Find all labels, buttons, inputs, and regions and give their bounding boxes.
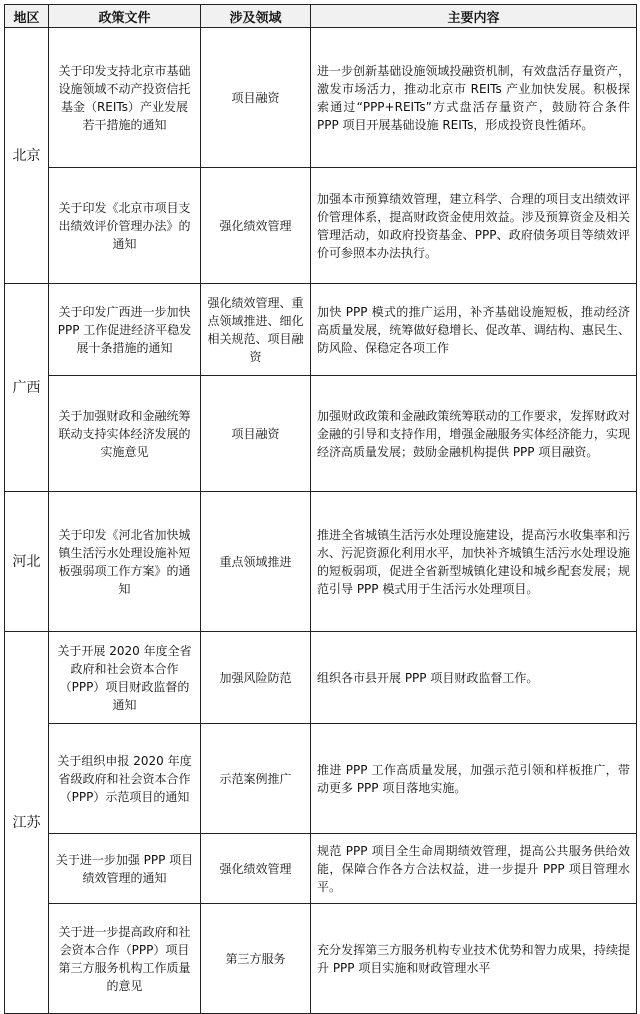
header-row xyxy=(5,5,637,28)
table-row xyxy=(5,376,637,492)
policy-table-container xyxy=(4,4,636,1014)
policy-doc-cell: 关于进一步提高政府和社会资本合作（PPP）项目第三方服务机构工作质量的意见 xyxy=(49,904,201,1014)
policy-doc-cell: 关于进一步加强 PPP 项目绩效管理的通知 xyxy=(49,834,201,904)
region-cell-jiangsu: 江苏 xyxy=(5,632,49,1014)
field-cell: 强化绩效管理 xyxy=(201,168,311,284)
region-cell-guangxi: 广西 xyxy=(5,284,49,492)
content-cell: 组织各市县开展 PPP 项目财政监督工作。 xyxy=(311,632,637,724)
field-cell: 强化绩效管理 xyxy=(201,834,311,904)
policy-doc-cell: 关于加强财政和金融统筹联动支持实体经济发展的实施意见 xyxy=(49,376,201,492)
field-cell: 重点领域推进 xyxy=(201,492,311,632)
region-cell-beijing: 北京 xyxy=(5,28,49,284)
field-cell: 第三方服务 xyxy=(201,904,311,1014)
table-row xyxy=(5,28,637,168)
policy-doc-cell: 关于印发《北京市项目支出绩效评价管理办法》的通知 xyxy=(49,168,201,284)
content-cell: 规范 PPP 项目全生命周期绩效管理，提高公共服务供给效能，保障合作各方合法权益，进一步提升 PPP 项目管理水平。 xyxy=(311,834,637,904)
header-policy-doc: 政策文件 xyxy=(49,5,201,28)
content-cell: 推进 PPP 工作高质量发展，加强示范引领和样板推广，带动更多 PPP 项目落地实施。 xyxy=(311,724,637,834)
policy-doc-cell: 关于印发广西进一步加快 PPP 工作促进经济平稳发展十条措施的通知 xyxy=(49,284,201,376)
policy-table xyxy=(4,4,637,1014)
content-cell: 充分发挥第三方服务机构专业技术优势和智力成果，持续提升 PPP 项目实施和财政管理水平 xyxy=(311,904,637,1014)
field-cell: 项目融资 xyxy=(201,376,311,492)
policy-doc-cell: 关于组织申报 2020 年度省级政府和社会资本合作（PPP）示范项目的通知 xyxy=(49,724,201,834)
table-row xyxy=(5,632,637,724)
content-cell: 加强财政政策和金融政策统筹联动的工作要求，发挥财政对金融的引导和支持作用，增强金融服务实体经济能力，实现经济高质量发展；鼓励金融机构提供 PPP 项目融资。 xyxy=(311,376,637,492)
content-cell: 推进全省城镇生活污水处理设施建设，提高污水收集率和污水、污泥资源化利用水平，加快补齐城镇生活污水处理设施的短板弱项，促进全省新型城镇化建设和城乡配套发展；规范引导 PPP 模式用于生活污水处理项目。 xyxy=(311,492,637,632)
region-cell-hebei: 河北 xyxy=(5,492,49,632)
content-cell: 加强本市预算绩效管理，建立科学、合理的项目支出绩效评价管理体系，提高财政资金使用效益。涉及预算资金及相关管理活动，如政府投资基金、PPP、政府债务项目等绩效评价可参照本办法执行。 xyxy=(311,168,637,284)
header-region: 地区 xyxy=(5,5,49,28)
table-row xyxy=(5,284,637,376)
content-cell: 加快 PPP 模式的推广运用，补齐基础设施短板，推动经济高质量发展，统筹做好稳增长、促改革、调结构、惠民生、防风险、保稳定各项工作 xyxy=(311,284,637,376)
field-cell: 示范案例推广 xyxy=(201,724,311,834)
policy-doc-cell: 关于开展 2020 年度全省政府和社会资本合作（PPP）项目财政监督的通知 xyxy=(49,632,201,724)
table-row xyxy=(5,904,637,1014)
table-row xyxy=(5,168,637,284)
field-cell: 加强风险防范 xyxy=(201,632,311,724)
content-cell: 进一步创新基础设施领域投融资机制，有效盘活存量资产，激发市场活力，推动北京市 REITs 产业加快发展。积极探索通过“PPP+REITs”方式盘活存量资产，鼓励符合条件 PPP 项目开展基础设施 REITs，形成投资良性循环。 xyxy=(311,28,637,168)
header-content: 主要内容 xyxy=(311,5,637,28)
header-field: 涉及领域 xyxy=(201,5,311,28)
table-row xyxy=(5,492,637,632)
policy-doc-cell: 关于印发支持北京市基础设施领域不动产投资信托基金（REITs）产业发展若干措施的通知 xyxy=(49,28,201,168)
table-row xyxy=(5,834,637,904)
table-row xyxy=(5,724,637,834)
policy-doc-cell: 关于印发《河北省加快城镇生活污水处理设施补短板强弱项工作方案》的通知 xyxy=(49,492,201,632)
field-cell: 项目融资 xyxy=(201,28,311,168)
field-cell: 强化绩效管理、重点领域推进、细化相关规范、项目融资 xyxy=(201,284,311,376)
